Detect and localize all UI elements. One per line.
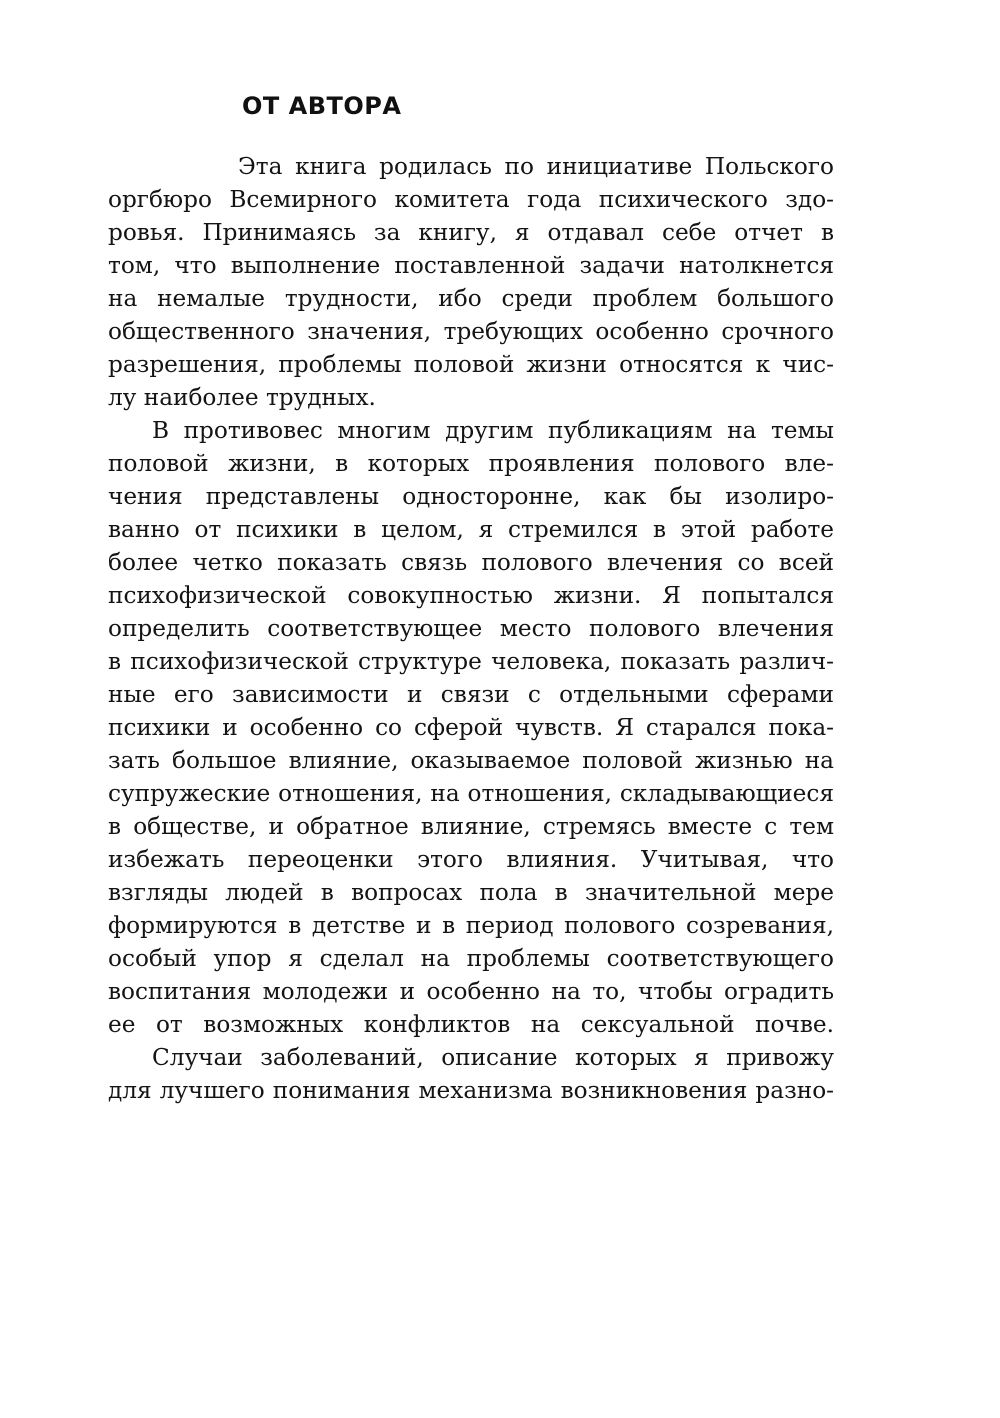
paragraph-3 bbox=[108, 1041, 834, 1107]
text-line: супружеские отношения, на отношения, складывающиеся bbox=[108, 780, 834, 807]
text-line: оргбюро Всемирного комитета года психического здо- bbox=[108, 186, 834, 213]
text-line: избежать переоценки этого влияния. Учитывая, что bbox=[108, 846, 834, 873]
text-line: особый упор я сделал на проблемы соответствующего bbox=[108, 945, 834, 972]
text-line: половой жизни, в которых проявления полового вле- bbox=[108, 450, 834, 477]
text-line: Эта книга родилась по инициативе Польского bbox=[238, 153, 834, 180]
text-line: более четко показать связь полового влечения со всей bbox=[108, 549, 834, 576]
text-line: общественного значения, требующих особенно срочного bbox=[108, 318, 834, 345]
paragraph-1 bbox=[108, 150, 834, 414]
text-line: чения представлены односторонне, как бы изолиро- bbox=[108, 483, 834, 510]
text-line: ее от возможных конфликтов на сексуальной почве. bbox=[108, 1011, 834, 1038]
text-line: в обществе, и обратное влияние, стремясь вместе с тем bbox=[108, 813, 834, 840]
text-line: ванно от психики в целом, я стремился в этой работе bbox=[108, 516, 834, 543]
text-line: зать большое влияние, оказываемое половой жизнью на bbox=[108, 747, 834, 774]
text-line: в психофизической структуре человека, показать различ- bbox=[108, 648, 834, 675]
body-text bbox=[108, 150, 834, 1107]
text-line: Случаи заболеваний, описание которых я привожу bbox=[152, 1044, 834, 1071]
text-line: психофизической совокупностью жизни. Я попытался bbox=[108, 582, 834, 609]
text-line: психики и особенно со сферой чувств. Я старался пока- bbox=[108, 714, 834, 741]
text-line: ные его зависимости и связи с отдельными сферами bbox=[108, 681, 834, 708]
chapter-heading: ОТ АВТОРА bbox=[242, 92, 402, 120]
text-line: для лучшего понимания механизма возникновения разно- bbox=[108, 1077, 834, 1104]
text-line: том, что выполнение поставленной задачи натолкнется bbox=[108, 252, 834, 279]
text-line: формируются в детстве и в период полового созревания, bbox=[108, 912, 834, 939]
text-line: на немалые трудности, ибо среди проблем большого bbox=[108, 285, 834, 312]
paragraph-2 bbox=[108, 414, 834, 1041]
text-line: лу наиболее трудных. bbox=[108, 384, 376, 411]
text-line: взгляды людей в вопросах пола в значительной мере bbox=[108, 879, 834, 906]
text-line: воспитания молодежи и особенно на то, чтобы оградить bbox=[108, 978, 834, 1005]
text-line: разрешения, проблемы половой жизни относятся к чис- bbox=[108, 351, 834, 378]
text-line: ровья. Принимаясь за книгу, я отдавал себе отчет в bbox=[108, 219, 834, 246]
text-line: В противовес многим другим публикациям на темы bbox=[152, 417, 834, 444]
text-line: определить соответствующее место полового влечения bbox=[108, 615, 834, 642]
